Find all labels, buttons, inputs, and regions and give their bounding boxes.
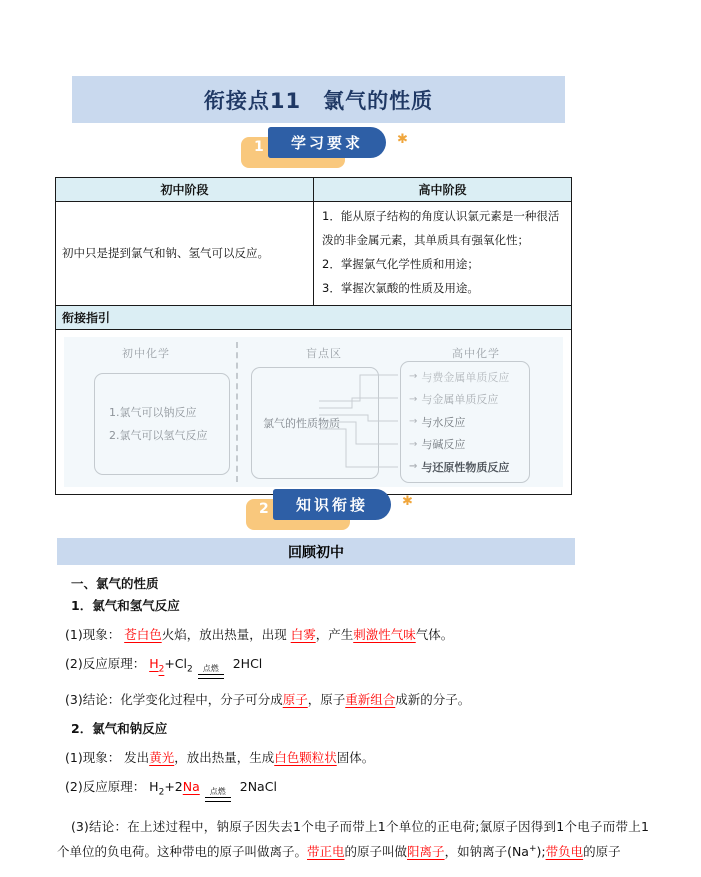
senior-reaction-label: 与金属单质反应 — [421, 393, 499, 407]
heading-chlorine-hydrogen: 1．氯气和氢气反应 — [71, 598, 180, 613]
conclusion-line: (3)结论：化学变化过程中，分子可分成原子，原子重新组合成新的分子。 — [65, 692, 471, 707]
arrow-icon: → — [409, 416, 418, 428]
senior-reaction-item — [409, 391, 527, 407]
table-header-row — [56, 178, 572, 202]
section-2-pill — [273, 489, 391, 520]
reaction-principle-line: (2)反应原理： $H_2+Cl_2$ 点燃 2HCl — [65, 654, 649, 679]
heading-chlorine-sodium: 2．氯气和钠反应 — [71, 721, 168, 736]
section-1-badge — [241, 127, 416, 171]
senior-reaction-label: 与水反应 — [421, 415, 466, 429]
title-banner — [72, 76, 565, 123]
lesson-content — [57, 570, 649, 864]
diagram-col-blind: 盲点区 — [306, 346, 342, 360]
senior-reaction-item — [409, 414, 527, 430]
junior-knowledge-line: 1.氯气可以钠反应 — [109, 406, 197, 420]
senior-item: 2．掌握氯气化学性质和用途； — [322, 257, 479, 272]
star-icon: ✱ — [402, 494, 413, 509]
conclusion-paragraph: (3)结论：在上述过程中，钠原子因失去1个电子而带上1个单位的正电荷;氯原子因得到1个电子而带上1个单位的负电荷。这种带电的原子叫做离子。带正电的原子叫做阳离子，如钠离子(Na+);带负电的原子 — [57, 819, 649, 859]
section-1-number: 1 — [254, 139, 264, 155]
junior-stage-cell: 初中只是提到氯气和钠、氢气可以反应。 — [56, 202, 314, 306]
section-1-label: 学习要求 — [290, 134, 363, 152]
section-2-number: 2 — [259, 501, 269, 517]
diagram-col-senior: 高中化学 — [452, 346, 500, 360]
arrow-icon: → — [409, 371, 418, 383]
dashed-divider — [236, 342, 238, 482]
reaction-condition: 点燃 — [198, 665, 224, 679]
section-2-badge — [246, 489, 421, 533]
diagram-col-junior: 初中化学 — [122, 346, 170, 360]
requirements-table — [55, 177, 572, 495]
guide-label: 衔接指引 — [56, 305, 572, 329]
senior-item: 1．能从原子结构的角度认识氯元素是一种很活泼的非金属元素，其单质具有强氧化性； — [322, 209, 560, 248]
senior-reaction-label: 与碱反应 — [421, 438, 466, 452]
arrow-icon: → — [409, 393, 418, 405]
guide-row — [56, 305, 572, 329]
concept-map — [64, 337, 563, 487]
page-title: 衔接点11 氯气的性质 — [203, 88, 434, 113]
table-body-row — [56, 202, 572, 306]
phenomenon-line: (1)现象： 苍白色火焰，放出热量，出现 白雾，产生刺激性气味气体。 — [65, 627, 454, 642]
arrow-icon: → — [409, 461, 418, 473]
heading-chlorine-properties: 一、氯气的性质 — [71, 576, 159, 591]
senior-reaction-item — [409, 436, 527, 452]
arrow-icon: → — [409, 438, 418, 450]
junior-knowledge-box — [94, 373, 230, 475]
section-1-pill — [268, 127, 386, 158]
blindspot-label: 氯气的性质物质 — [263, 416, 340, 430]
review-junior-banner: 回顾初中 — [57, 538, 575, 565]
senior-reaction-item — [409, 369, 527, 385]
junior-knowledge-line: 2.氯气可以氢气反应 — [109, 429, 208, 443]
star-icon: ✱ — [397, 132, 408, 147]
section-2-label: 知识衔接 — [295, 496, 368, 514]
senior-reaction-item — [409, 459, 527, 475]
reaction-condition: 点燃 — [205, 788, 231, 802]
senior-reaction-label: 与费金属单质反应 — [421, 370, 510, 384]
senior-reaction-label: 与还原性物质反应 — [421, 460, 510, 474]
blindspot-box — [251, 367, 379, 479]
senior-stage-cell — [314, 202, 572, 306]
reaction-principle-line: (2)反应原理： $H_2+2Na$ 点燃 2NaCl — [65, 777, 649, 802]
table-header-junior: 初中阶段 — [56, 178, 314, 202]
diagram-row — [56, 329, 572, 494]
senior-item: 3．掌握次氯酸的性质及用途。 — [322, 281, 479, 296]
table-header-senior: 高中阶段 — [314, 178, 572, 202]
senior-knowledge-box — [400, 361, 530, 483]
phenomenon-line: (1)现象： 发出黄光，放出热量，生成白色颗粒状固体。 — [65, 750, 375, 765]
